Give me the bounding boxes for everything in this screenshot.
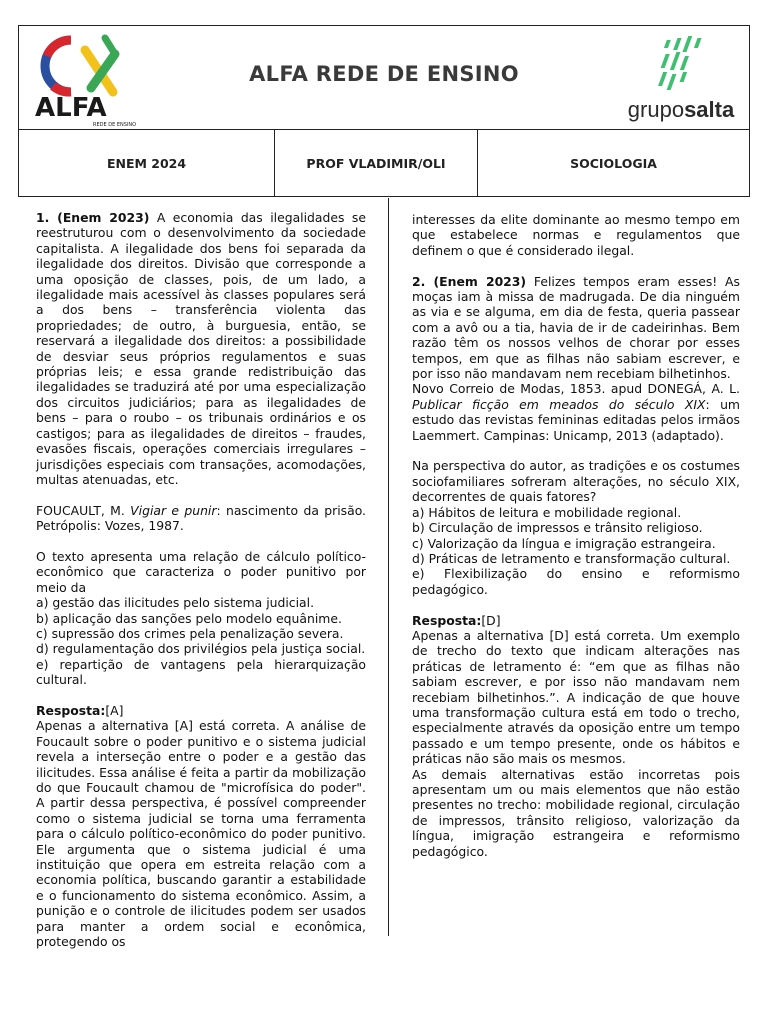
q2-number: 2. (Enem 2023) [412, 273, 527, 289]
q2-answer: Resposta:[D] [412, 612, 501, 628]
q2-option-b: b) Circulação de impressos e trânsito religioso. [412, 520, 703, 536]
header-info-row [19, 130, 749, 196]
q1-explanation-continued: interesses da elite dominante ao mesmo tempo em que estabelece normas e regulamentos que definem o que é considerado ilegal. [412, 212, 740, 258]
page-header [18, 25, 750, 197]
q2-text: Felizes tempos eram esses! As moças iam à missa de madrugada. De dia ninguém as via e se alguma, em dia de festa, queria passear com a avô ou a tia, havia de ir de cadeirinhas. Bem razão têm os nossos velhos de chorar por esses tempos, em que as filhas não sabiam escrever, e por isso não mandavam nem recebiam bilhetinhos. [412, 273, 740, 382]
q2-source: Novo Correio de Modas, 1853. apud DONEGÁ, A. L. Publicar ficção em meados do século XIX: um estudo das revistas femininas editadas pelos irmãos Laemmert. Campinas: Unicamp, 2013 (adaptado). [412, 381, 740, 443]
column-divider [388, 198, 389, 936]
salta-logo-mark [619, 34, 743, 96]
grupo-salta-logo [619, 34, 743, 126]
q1-option-a: a) gestão das ilicitudes pelo sistema judicial. [36, 595, 315, 611]
q1-explanation: Apenas a alternativa [A] está correta. A análise de Foucault sobre o poder punitivo e o sistema judicial revela a interseção entre o poder e a gestão das ilicitudes. Essa análise é feita a partir da mobilização do que Foucault chamou de "microfísica do poder". A partir dessa perspectiva, é possível compreender como o sistema judicial se torna uma ferramenta para o cálculo político-econômico do poder punitivo. Ele argumenta que o sistema judicial é uma instituição que opera em estreita relação com a economia política, buscando garantir a estabilidade e o funcionamento do sistema econômico. Assim, a punição e o controle de ilicitudes podem ser usados para manter a ordem social e econômica, protegendo os [36, 718, 366, 950]
q1-source-title: Vigiar e punir [130, 502, 217, 518]
header-top-row [19, 26, 749, 130]
q1-source: FOUCAULT, M. Vigiar e punir: nascimento da prisão. Petrópolis: Vozes, 1987. [36, 502, 366, 534]
q2-option-e: e) Flexibilização do ensino e reformismo pedagógico. [412, 566, 740, 597]
left-column [36, 210, 366, 949]
q2-explanation-2: As demais alternativas estão incorretas pois apresentam um ou mais elementos que não estão presentes no trecho: mobilidade regional, circulação de impressos, trânsito religioso, valorização da língua, imigração estrangeira e reformismo pedagógico. [412, 766, 740, 859]
salta-logo-text: gruposalta [627, 97, 735, 122]
exam-cell: ENEM 2024 [19, 130, 275, 196]
q1-option-c: c) supressão dos crimes pela penalização severa. [36, 625, 344, 641]
q2-statement [412, 274, 740, 382]
q1-option-e: e) repartição de vantagens pela hierarquização cultural. [36, 656, 366, 688]
alfa-logo-text: ALFA [35, 93, 107, 123]
alfa-logo-mark [33, 32, 149, 128]
q2-explanation: Apenas a alternativa [D] está correta. Um exemplo de trecho do texto que indicam alterações nas práticas de letramento é: “em que as filhas não sabiam escrever, e por isso não mandavam nem recebiam bilhetinhos.”. A indicação de que houve uma transformação cultura está em todo o trecho, especialmente através da oposição entre um tempo passado e um tempo presente, onde os hábitos e práticas não são mais os mesmos. [412, 627, 740, 767]
alfa-logo [33, 32, 149, 128]
q1-prompt: O texto apresenta uma relação de cálculo político-econômico que caracteriza o poder punitivo por meio da [36, 548, 366, 595]
alfa-logo-subtext: REDE DE ENSINO [93, 122, 137, 128]
q2-option-a: a) Hábitos de leitura e mobilidade regional. [412, 504, 682, 520]
q1-text: A economia das ilegalidades se reestruturou com o desenvolvimento da sociedade capitalista. A ilegalidade dos bens foi separada da ilegalidade dos direitos. Divisão que corresponde a uma oposição de classes, pois, de um lado, a ilegalidade mais acessível às classes populares será a dos bens – transferência violenta das propriedades; de outro, à burguesia, então, se reservará a ilegalidade dos direitos: a possibilidade de desviar seus próprios regulamentos e suas próprias leis; e essa grande redistribuição das ilegalidades se traduzirá até por uma especialização dos circuitos judiciários; para as ilegalidades de bens – para o roubo – os tribunais ordinários e os castigos; para as ilegalidades de direitos – fraudes, evasões fiscais, operações comerciais irregulares – jurisdições especiais com transações, acomodações, multas atenuadas, etc. [36, 210, 366, 487]
q1-statement [36, 210, 366, 487]
q1-option-d: d) regulamentação dos privilégios pela justiça social. [36, 641, 366, 657]
q2-option-d: d) Práticas de letramento e transformação cultural. [412, 550, 731, 566]
q1-answer: Resposta:[A] [36, 702, 124, 718]
q2-option-c: c) Valorização da língua e imigração estrangeira. [412, 535, 716, 551]
subject-cell: SOCIOLOGIA [570, 155, 657, 171]
teacher-cell: PROF VLADIMIR/OLI [275, 130, 478, 196]
q1-number: 1. (Enem 2023) [36, 210, 150, 225]
right-column [412, 212, 740, 859]
q2-prompt: Na perspectiva do autor, as tradições e os costumes sociofamiliares sofreram alterações, no século XIX, decorrentes de quais fatores? [412, 458, 740, 505]
q1-option-b: b) aplicação das sanções pelo modelo equânime. [36, 610, 342, 626]
q2-source-title: Publicar ficção em meados do século XIX [412, 396, 706, 412]
school-title: ALFA REDE DE ENSINO [249, 62, 519, 86]
